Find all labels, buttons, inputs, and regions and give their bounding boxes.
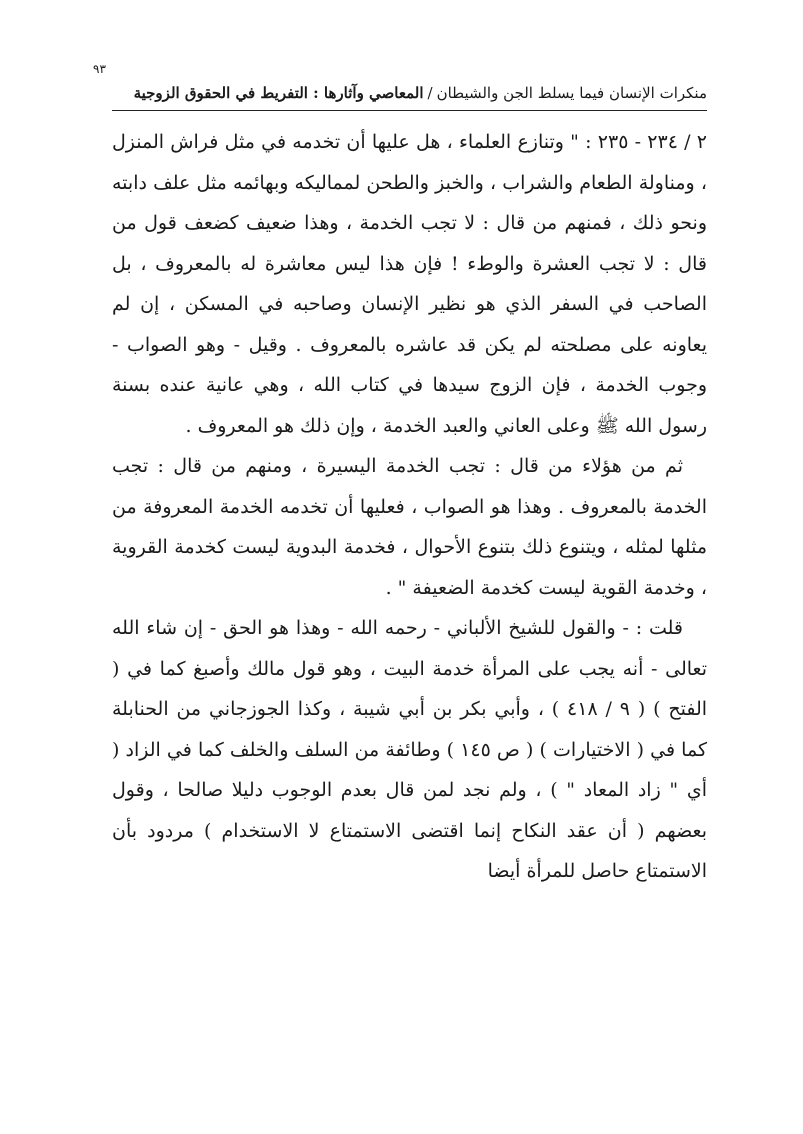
header-separator: / [427, 84, 433, 102]
chapter-title: المعاصي وآثارها : التفريط في الحقوق الزوجية [133, 84, 424, 102]
body-text [112, 122, 707, 892]
paragraph-service: ثم من هؤلاء من قال : تجب الخدمة اليسيرة ، ومنهم من قال : تجب الخدمة بالمعروف . وهذا هو الصواب ، فعليها أن تخدمه الخدمة المعروفة من مثلها لمثله ، ويتنوع ذلك بتنوع الأحوال ، فخدمة البدوية ليست كخدمة القروية ، وخدمة القوية ليست كخدمة الضعيفة " . [112, 455, 707, 599]
page-number: ٩٣ [93, 62, 106, 76]
paragraph-commentary: قلت : - والقول للشيخ الألباني - رحمه الله - وهذا هو الحق - إن شاء الله تعالى - أنه يجب على المرأة خدمة البيت ، وهو قول مالك وأصبغ كما في ( الفتح ) ( ٩ / ٤١٨ ) ، وأبي بكر بن أبي شيبة ، وكذا الجوزجاني من الحنابلة كما في ( الاختيارات ) ( ص ١٤٥ ) وطائفة من السلف والخلف كما في الزاد ( أي " زاد المعاد " ) ، ولم نجد لمن قال بعدم الوجوب دليلا صالحا ، وقول بعضهم ( أن عقد النكاح إنما اقتضى الاستمتاع لا الاستخدام ) مردود بأن الاستمتاع حاصل للمرأة أيضا [112, 617, 708, 882]
header-rule [112, 110, 707, 111]
paragraph-quote: ٢ / ٢٣٤ - ٢٣٥ : " وتنازع العلماء ، هل عليها أن تخدمه في مثل فراش المنزل ، ومناولة الطعام والشراب ، والخبز والطحن لمماليكه وبهائمه مثل علف دابته ونحو ذلك ، فمنهم من قال : لا تجب الخدمة ، وهذا ضعيف كضعف قول من قال : لا تجب العشرة والوطء ! فإن هذا ليس معاشرة له بالمعروف ، بل الصاحب في السفر الذي هو نظير الإنسان وصاحبه في المسكن ، إن لم يعاونه على مصلحته لم يكن قد عاشره بالمعروف . وقيل - وهو الصواب - وجوب الخدمة ، فإن الزوج سيدها في كتاب الله ، وهي عانية عنده بسنة رسول الله ﷺ وعلى العاني والعبد الخدمة ، وإن ذلك هو المعروف . [112, 131, 708, 437]
running-header [112, 62, 707, 102]
book-title: منكرات الإنسان فيما يسلط الجن والشيطان [436, 84, 707, 102]
